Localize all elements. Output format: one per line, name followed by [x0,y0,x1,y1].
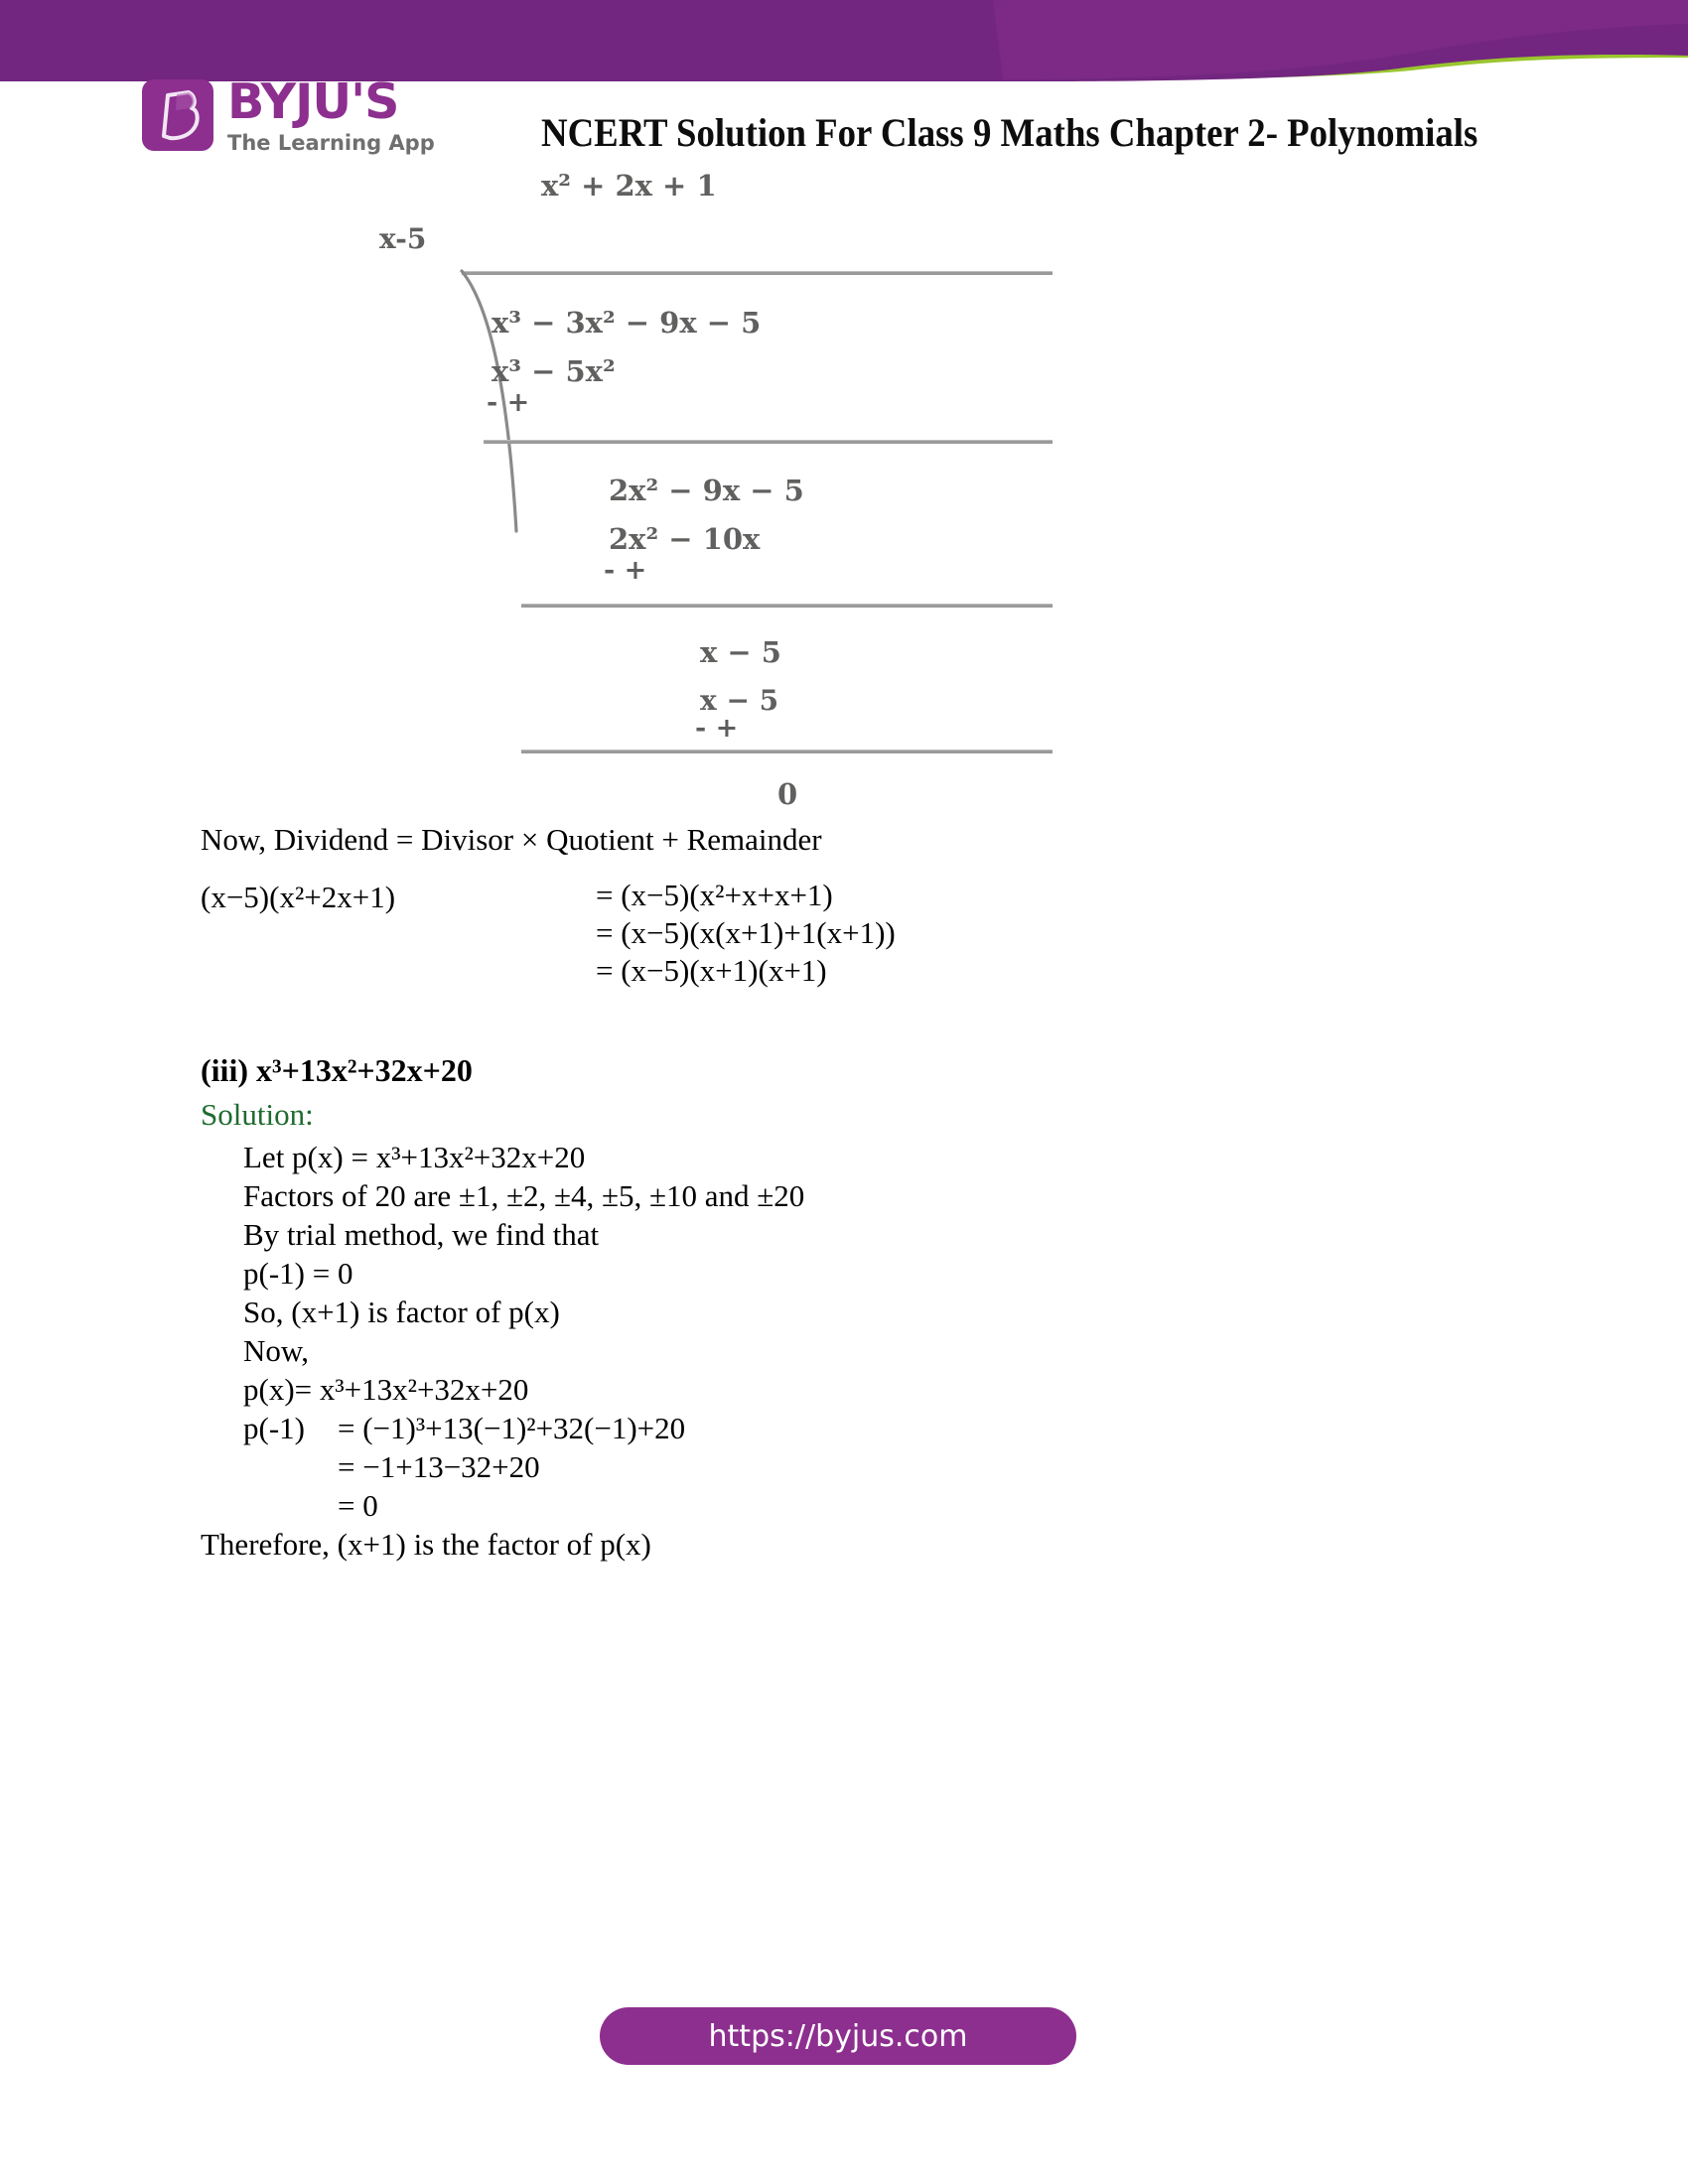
brand-name: BYJU'S [227,73,399,130]
division-step2-signs: - + [604,555,647,586]
solution-line: Now, [243,1333,310,1368]
part-iii-question: (iii) x³+13x²+32x+20 [201,1052,473,1088]
division-step1-product: x³ − 5x² [492,354,616,388]
division-rule-second [484,440,1053,444]
eval-label: p(-1) [243,1411,305,1445]
verification-step: = (x−5)(x+1)(x+1) [596,953,827,988]
long-division-figure [0,169,1688,834]
division-rule-third [521,604,1053,608]
brand-tagline: The Learning App [227,131,435,155]
division-step3-product: x − 5 [700,684,779,717]
division-dividend: x³ − 3x² − 9x − 5 [492,306,762,340]
solution-line: p(-1) = 0 [243,1256,353,1291]
solution-line: By trial method, we find that [243,1217,600,1252]
solution-label: Solution: [201,1097,314,1132]
eval-step: = −1+13−32+20 [338,1449,540,1484]
conclusion-line: Therefore, (x+1) is the factor of p(x) [201,1527,651,1562]
division-step1-signs: - + [487,387,530,418]
division-final-remainder: 0 [777,777,798,811]
verification-left-expression: (x−5)(x²+2x+1) [201,880,396,914]
eval-step: = 0 [338,1488,378,1523]
division-divisor: x-5 [379,222,427,255]
footer-url-button[interactable] [600,2007,1076,2065]
footer-url-label: https://byjus.com [708,2018,968,2054]
division-step2-remainder: x − 5 [700,635,781,669]
verification-heading: Now, Dividend = Divisor × Quotient + Remainder [201,822,822,857]
solution-line: p(x)= x³+13x²+32x+20 [243,1372,529,1407]
division-rule-fourth [521,750,1053,753]
division-step2-product: 2x² − 10x [609,522,761,556]
verification-step: = (x−5)(x²+x+x+1) [596,878,833,912]
division-step1-remainder: 2x² − 9x − 5 [609,474,804,507]
division-quotient: x² + 2x + 1 [541,169,717,203]
solution-line: So, (x+1) is factor of p(x) [243,1295,560,1329]
eval-step: = (−1)³+13(−1)²+32(−1)+20 [338,1411,686,1445]
brand-logo [142,75,435,154]
page-title: NCERT Solution For Class 9 Maths Chapter 2- Polynomials [541,110,1478,155]
solution-line: Factors of 20 are ±1, ±2, ±4, ±5, ±10 and ±20 [243,1178,805,1213]
solution-line: Let p(x) = x³+13x²+32x+20 [243,1140,586,1174]
division-step3-signs: - + [695,713,739,744]
page-header [0,73,1688,205]
verification-step: = (x−5)(x(x+1)+1(x+1)) [596,915,896,950]
byjus-b-logo-icon [142,79,213,151]
